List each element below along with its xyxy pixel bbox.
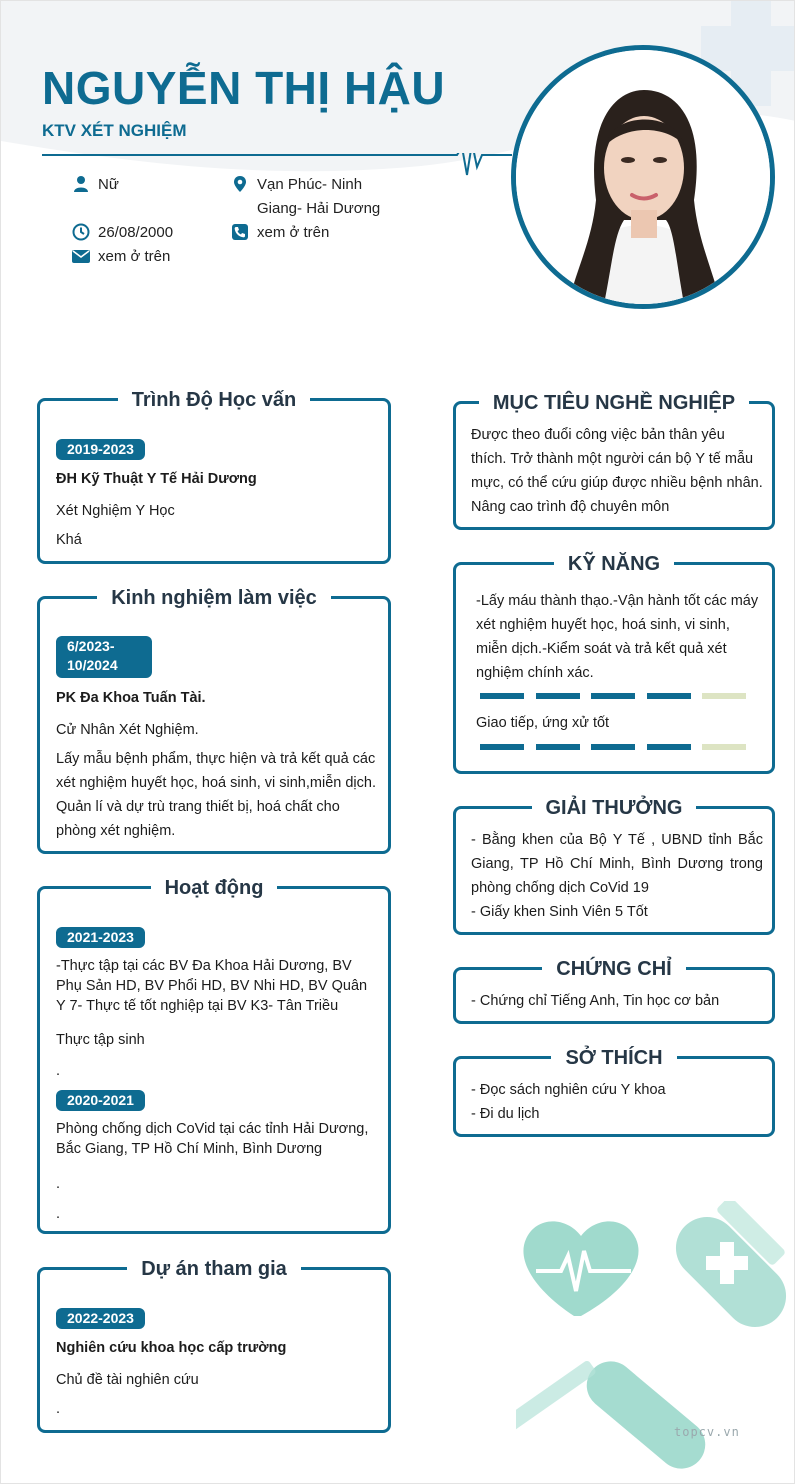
- skills-section: [453, 553, 775, 774]
- education-school: ĐH Kỹ Thuật Y Tế Hải Dương: [56, 471, 257, 487]
- phone-value: xem ở trên: [257, 224, 330, 241]
- certificates-title: CHỨNG CHỈ: [542, 954, 685, 984]
- project-name: Nghiên cứu khoa học cấp trường: [56, 1340, 287, 1356]
- activity-place: -Thực tập tại các BV Đa Khoa Hải Dương, BV Phụ Sản HD, BV Phổi HD, BV Nhi HD, BV Quân Y 7- Thực tế tốt nghiệp tại BV K3- Tân Triều: [56, 958, 368, 1014]
- awards-section: [453, 797, 775, 935]
- phone-icon: [231, 223, 249, 241]
- experience-title: Kinh nghiệm làm việc: [97, 583, 331, 613]
- skill-level-segment: [536, 693, 580, 699]
- objective-title: MỤC TIÊU NGHỀ NGHIỆP: [479, 388, 749, 418]
- project-role: Chủ đề tài nghiên cứu: [56, 1372, 199, 1388]
- avatar: [516, 50, 770, 304]
- education-title: Trình Độ Học vấn: [118, 385, 310, 415]
- experience-period-badge: 6/2023- 10/2024: [56, 636, 152, 678]
- projects-section: [37, 1258, 391, 1433]
- awards-title: GIẢI THƯỞNG: [532, 793, 697, 823]
- profile-photo: [511, 45, 775, 309]
- education-grade: Khá: [56, 532, 82, 548]
- candidate-name: NGUYỄN THỊ HẬU: [42, 62, 446, 114]
- skill-level-segment: [591, 693, 635, 699]
- experience-section: [37, 587, 391, 854]
- skill-level-segment: [702, 744, 746, 750]
- birthday-value: 26/08/2000: [98, 224, 174, 241]
- clock-icon: [72, 223, 90, 241]
- activities-title: Hoạt động: [151, 873, 278, 903]
- medical-decoration: [516, 1201, 794, 1471]
- activity-period-badge: 2021-2023: [56, 927, 145, 948]
- objective-section: [453, 392, 775, 530]
- education-period-badge: 2019-2023: [56, 439, 145, 460]
- hobbies-section: [453, 1047, 775, 1137]
- certificate-item: - Chứng chỉ Tiếng Anh, Tin học cơ bản: [471, 993, 720, 1009]
- map-marker-icon: [231, 175, 249, 193]
- certificates-section: [453, 958, 775, 1024]
- objective-text: Được theo đuổi công việc bản thân yêu thích. Trở thành một người cán bộ Y tế mẫu mực, có thể cứu giúp được nhiều bệnh nhân. Nâng cao trình độ chuyên môn: [471, 427, 763, 515]
- email-value: xem ở trên: [98, 248, 171, 265]
- envelope-icon: [72, 247, 90, 265]
- gender-info: [72, 173, 119, 197]
- skills-title: KỸ NĂNG: [554, 549, 674, 579]
- project-note: .: [56, 1401, 61, 1417]
- activities-section: [37, 877, 391, 1234]
- address-info: [231, 173, 411, 221]
- skill-level-bar: [480, 693, 750, 699]
- skill-level-segment: [536, 744, 580, 750]
- skill-level-segment: [591, 744, 635, 750]
- experience-company: PK Đa Khoa Tuấn Tài.: [56, 690, 206, 706]
- activity-role: .: [56, 1176, 61, 1192]
- candidate-position: KTV XÉT NGHIỆM: [42, 121, 187, 140]
- skill-level-bar: [480, 744, 750, 750]
- activity-note: .: [56, 1206, 61, 1222]
- user-icon: [72, 175, 90, 193]
- award-item: - Bằng khen của Bộ Y Tế , UBND tỉnh Bắc Giang, TP Hồ Chí Minh, Bình Dương trong phòng chống dịch CoVid 19: [471, 832, 763, 896]
- watermark: topcv.vn: [674, 1425, 740, 1439]
- skill-name: Giao tiếp, ứng xử tốt: [476, 715, 610, 731]
- skill-level-segment: [702, 693, 746, 699]
- gender-value: Nữ: [98, 176, 119, 193]
- skill-level-segment: [647, 693, 691, 699]
- experience-description: Lấy mẫu bệnh phẩm, thực hiện và trả kết quả các xét nghiệm huyết học, hoá sinh, vi sinh,miễn dịch. Quản lí và dự trù trang thiết bị, hoá chất cho phòng xét nghiệm.: [56, 751, 376, 839]
- skill-level-segment: [480, 693, 524, 699]
- project-period-badge: 2022-2023: [56, 1308, 145, 1329]
- activity-period-badge: 2020-2021: [56, 1090, 145, 1111]
- skill-name: -Lấy máu thành thạo.-Vận hành tốt các máy xét nghiệm huyết học, hoá sinh, vi sinh, miễn dịch.-Kiểm soát và trả kết quả xét nghiệm chính xác.: [476, 593, 759, 681]
- activity-place: Phòng chống dịch CoVid tại các tỉnh Hải Dương, Bắc Giang, TP Hồ Chí Minh, Bình Dương: [56, 1121, 369, 1157]
- hobby-item: - Đi du lịch: [471, 1106, 540, 1122]
- hobby-item: - Đọc sách nghiên cứu Y khoa: [471, 1082, 666, 1098]
- skill-level-segment: [480, 744, 524, 750]
- education-major: Xét Nghiệm Y Học: [56, 503, 175, 519]
- phone-info: [231, 221, 329, 245]
- birthday-info: [72, 221, 173, 245]
- activity-role: Thực tập sinh: [56, 1032, 145, 1048]
- award-item: - Giấy khen Sinh Viên 5 Tốt: [471, 904, 648, 920]
- projects-title: Dự án tham gia: [127, 1254, 301, 1284]
- activity-note: .: [56, 1063, 61, 1079]
- skill-level-segment: [647, 744, 691, 750]
- experience-role: Cử Nhân Xét Nghiệm.: [56, 722, 199, 738]
- hobbies-title: SỞ THÍCH: [551, 1043, 676, 1073]
- education-section: [37, 389, 391, 564]
- address-value: Vạn Phúc- Ninh Giang- Hải Dương: [257, 176, 381, 217]
- email-info: [72, 245, 170, 269]
